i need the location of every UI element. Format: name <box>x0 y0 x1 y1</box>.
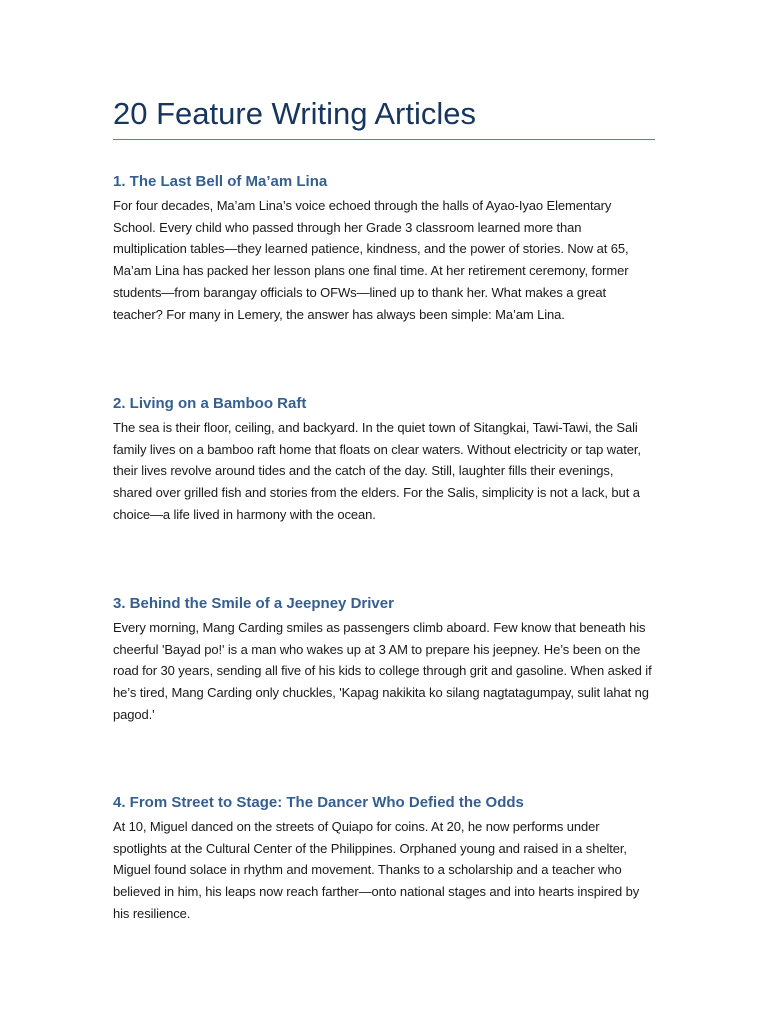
article-1 <box>113 172 655 325</box>
article-body: For four decades, Ma’am Lina’s voice echoed through the halls of Ayao-Iyao Elementary School. Every child who passed through her Grade 3 classroom learned more than multiplication tables—they learned patience, kindness, and the power of stories. Now at 65, Ma’am Lina has packed her lesson plans one final time. At her retirement ceremony, former students—from barangay officials to OFWs—lined up to thank her. What makes a great teacher? For many in Lemery, the answer has always been simple: Ma’am Lina. <box>113 198 629 322</box>
article-heading: 1. The Last Bell of Ma’am Lina <box>113 173 328 190</box>
article-heading: 2. Living on a Bamboo Raft <box>113 395 307 412</box>
article-body: The sea is their floor, ceiling, and backyard. In the quiet town of Sitangkai, Tawi-Tawi, the Sali family lives on a bamboo raft home that floats on clear waters. Without electricity or tap water, their lives revolve around tides and the catch of the day. Still, laughter fills their evenings, shared over grilled fish and stories from the elders. For the Salis, simplicity is not a lack, but a choice—a life lived in harmony with the ocean. <box>113 420 641 522</box>
article-3 <box>113 594 655 726</box>
article-heading: 3. Behind the Smile of a Jeepney Driver <box>113 595 394 612</box>
document-title: 20 Feature Writing Articles <box>113 96 476 131</box>
article-body: Every morning, Mang Carding smiles as passengers climb aboard. Few know that beneath his cheerful 'Bayad po!' is a man who wakes up at 3 AM to prepare his jeepney. He’s been on the road for 30 years, sending all five of his kids to college through grit and gasoline. When asked if he’s tired, Mang Carding only chuckles, 'Kapag nakikita ko silang nagtatagumpay, sulit lahat ng pagod.' <box>113 620 652 722</box>
article-heading: 4. From Street to Stage: The Dancer Who Defied the Odds <box>113 794 524 811</box>
title-divider <box>113 139 655 140</box>
article-body: At 10, Miguel danced on the streets of Quiapo for coins. At 20, he now performs under spotlights at the Cultural Center of the Philippines. Orphaned young and raised in a shelter, Miguel found solace in rhythm and movement. Thanks to a scholarship and a teacher who believed in him, his leaps now reach farther—onto national stages and into hearts inspired by his resilience. <box>113 819 640 921</box>
article-2 <box>113 394 655 526</box>
article-4 <box>113 793 655 925</box>
